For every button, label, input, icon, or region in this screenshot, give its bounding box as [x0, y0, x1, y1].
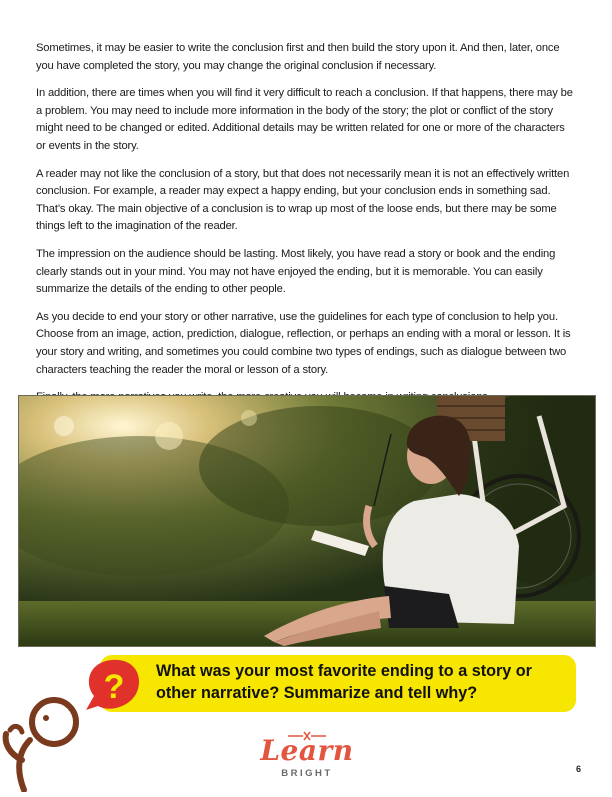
paragraph: The impression on the audience should be lasting. Most likely, you have read a story or book and the ending clearly stands out in your mind. You may not have enjoyed the ending, but it is memorable. You can easily summarize the details of the ending to other people. — [36, 247, 556, 296]
logo-script-text: Learn — [260, 734, 354, 767]
page-number: 6 — [576, 764, 582, 774]
thinking-character-icon — [0, 690, 90, 797]
paragraph: A reader may not like the conclusion of a story, but that does not necessarily mean it is not an effectively written conclusion. For example, a reader may expect a happy ending, but your conclusion ends in something sad. That’s okay. The main objective of a conclusion is to wrap up most of the loose ends, but there may be some things left to the imagination of the reader. — [36, 167, 570, 233]
question-mark: ? — [103, 668, 125, 706]
logo-sub-text: BRIGHT — [281, 768, 333, 779]
paragraph: In addition, there are times when you will find it very difficult to reach a conclusion. If that happens, there may be a problem. You may need to include more information in the body of the story; the plot or conflict of the story might need to be changed or edited. Additional details may be written related for one or more of the characters or events in the story. — [36, 87, 573, 152]
discussion-prompt — [100, 655, 576, 712]
paragraph: Sometimes, it may be easier to write the conclusion first and then build the story upon it. And then, later, once you have completed the story, you may change the original conclusion if necessary. — [36, 42, 560, 72]
paragraph: As you decide to end your story or other narrative, use the guidelines for each type of conclusion to help you. Choose from an image, action, prediction, dialogue, reflection, or perhaps an ending with a moral or lesson. It is your story and writing, and sometimes you could combine two types of endings, such as dialogue between two characters teaching the reader the moral or lesson of a story. — [36, 310, 571, 376]
learn-bright-logo — [248, 728, 366, 784]
girl-reading-photo — [18, 395, 596, 647]
prompt-text: What was your most favorite ending to a story or other narrative? Summarize and tell why? — [156, 662, 532, 702]
body-text — [36, 40, 577, 417]
